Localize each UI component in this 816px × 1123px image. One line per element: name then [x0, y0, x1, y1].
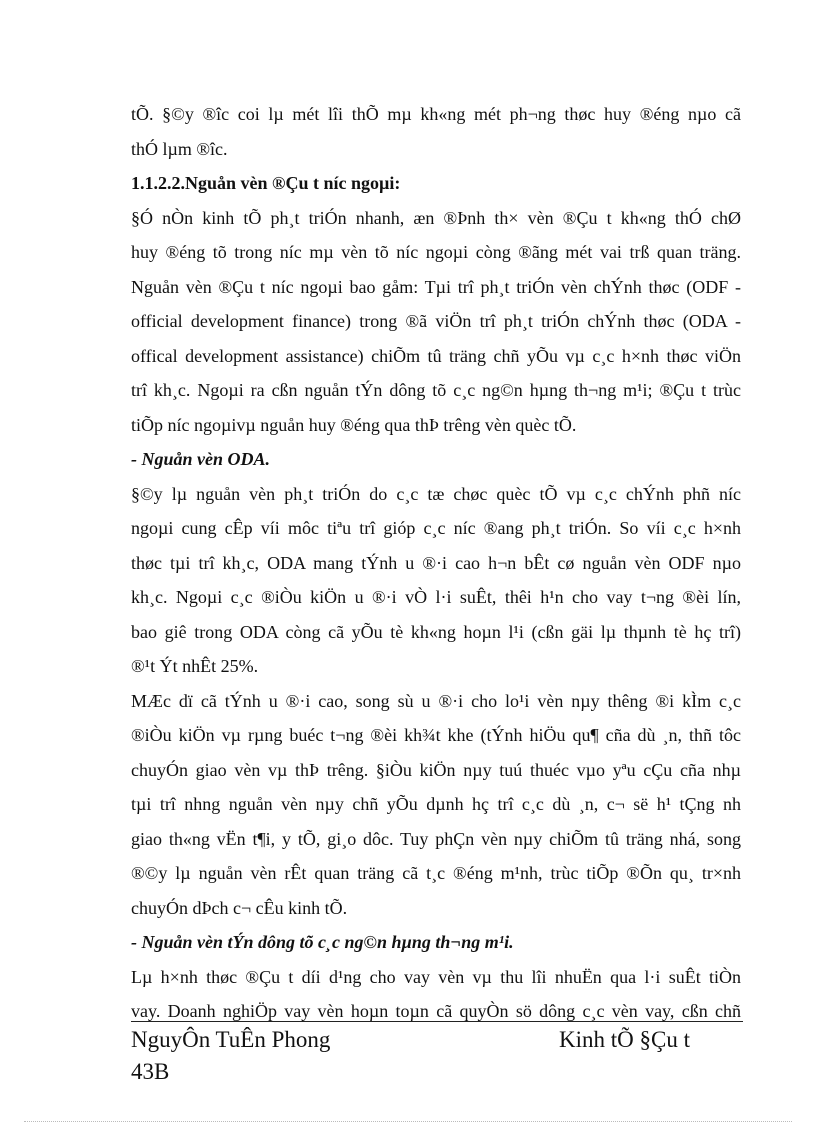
paragraph-line: kh¸c. Ngoµi c¸c ®iÒu kiÖn u ®·i vÒ l·i suÊt, thêi h¹n cho vay t¬ng ®èi lín, [131, 587, 741, 607]
paragraph-line: Lµ h×nh thøc ®Çu t díi d¹ng cho vay vèn vµ thu lîi nhuËn qua l·i suÊt tiÒn [131, 967, 741, 987]
footer-department: Kinh tÕ §Çu t [559, 1027, 690, 1052]
paragraph-line: thÓ lµm ®îc. [131, 139, 228, 159]
paragraph-line: ®©y lµ nguån vèn rÊt quan träng cã t¸c ®éng m¹nh, trùc tiÕp ®Õn qu¸ tr×nh [131, 863, 741, 883]
paragraph-line: huy ®éng tõ trong níc mµ vèn tõ níc ngoµi còng ®ãng mét vai trß quan träng. [131, 242, 741, 262]
paragraph-line: offical development assistance) chiÕm tû träng chñ yÕu vµ c¸c h×nh thøc viÖn [131, 346, 741, 366]
paragraph-line: ®¹t Ýt nhÊt 25%. [131, 656, 259, 676]
paragraph-line: ®iÒu kiÖn vµ rµng buéc t¬ng ®èi kh¾t khe (tÝnh hiÖu qu¶ cña dù ¸n, thñ tôc [131, 725, 741, 745]
paragraph-line: giao th«ng vËn t¶i, y tÕ, gi¸o dôc. Tuy phÇn vèn nµy chiÕm tû träng nhá, song [131, 829, 741, 849]
paragraph-line: chuyÓn giao vèn vµ thÞ trêng. §iÒu kiÖn nµy tuú thuéc vµo yªu cÇu cña nhµ [131, 760, 741, 780]
section-heading: 1.1.2.2.Nguån vèn ®Çu t níc ngoµi: [131, 173, 401, 193]
paragraph-line: tÕ. §©y ®îc coi lµ mét lîi thÕ mµ kh«ng mét ph¬ng thøc huy ®éng nµo cã [131, 104, 741, 124]
paragraph-line: Nguån vèn ®Çu t níc ngoµi bao gåm: Tµi trî ph¸t triÓn vèn chÝnh thøc (ODF - [131, 277, 741, 297]
subsection-heading: - Nguån vèn ODA. [131, 449, 271, 469]
paragraph-line: official development finance) trong ®ã viÖn trî ph¸t triÓn chÝnh thøc (ODA - [131, 311, 741, 331]
paragraph-line: §©y lµ nguån vèn ph¸t triÓn do c¸c tæ chøc quèc tÕ vµ c¸c chÝnh phñ níc [131, 484, 741, 504]
paragraph-line: thøc tµi trî kh¸c, ODA mang tÝnh u ®·i cao h¬n bÊt cø nguån vèn ODF nµo [131, 553, 741, 573]
footer-class: 43B [131, 1059, 170, 1084]
paragraph-line: chuyÓn dÞch c¬ cÊu kinh tÕ. [131, 898, 348, 918]
paragraph-line: tµi trî nhng nguån vèn nµy chñ yÕu dµnh hç trî c¸c dù ¸n, c¬ së h¹ tÇng nh [131, 794, 741, 814]
subsection-heading: - Nguån vèn tÝn dông tõ c¸c ng©n hµng th¬ng m¹i. [131, 932, 514, 952]
paragraph-line: vay. Doanh nghiÖp vay vèn hoµn toµn cã quyÒn sö dông c¸c vèn vay, cßn chñ [131, 1001, 741, 1021]
footer-divider [131, 1021, 743, 1022]
paragraph-line: ngoµi cung cÊp víi môc tiªu trî gióp c¸c níc ®ang ph¸t triÓn. So víi c¸c h×nh [131, 518, 741, 538]
paragraph-line: §Ó nÒn kinh tÕ ph¸t triÓn nhanh, æn ®Þnh th× vèn ®Çu t kh«ng thÓ chØ [131, 208, 741, 228]
page-bottom-edge [24, 1121, 792, 1122]
paragraph-line: trî kh¸c. Ngoµi ra cßn nguån tÝn dông tõ c¸c ng©n hµng th¬ng m¹i; ®Çu t trùc [131, 380, 741, 400]
paragraph-line: tiÕp níc ngoµivµ nguån huy ®éng qua thÞ trêng vèn quèc tÕ. [131, 415, 577, 435]
paragraph-line: MÆc dï cã tÝnh u ®·i cao, song sù u ®·i cho lo¹i vèn nµy thêng ®i kÌm c¸c [131, 691, 741, 711]
footer-author: NguyÔn TuÊn Phong [131, 1027, 331, 1052]
paragraph-line: bao giê trong ODA còng cã yÕu tè kh«ng hoµn l¹i (cßn gäi lµ thµnh tè hç trî) [131, 622, 741, 642]
